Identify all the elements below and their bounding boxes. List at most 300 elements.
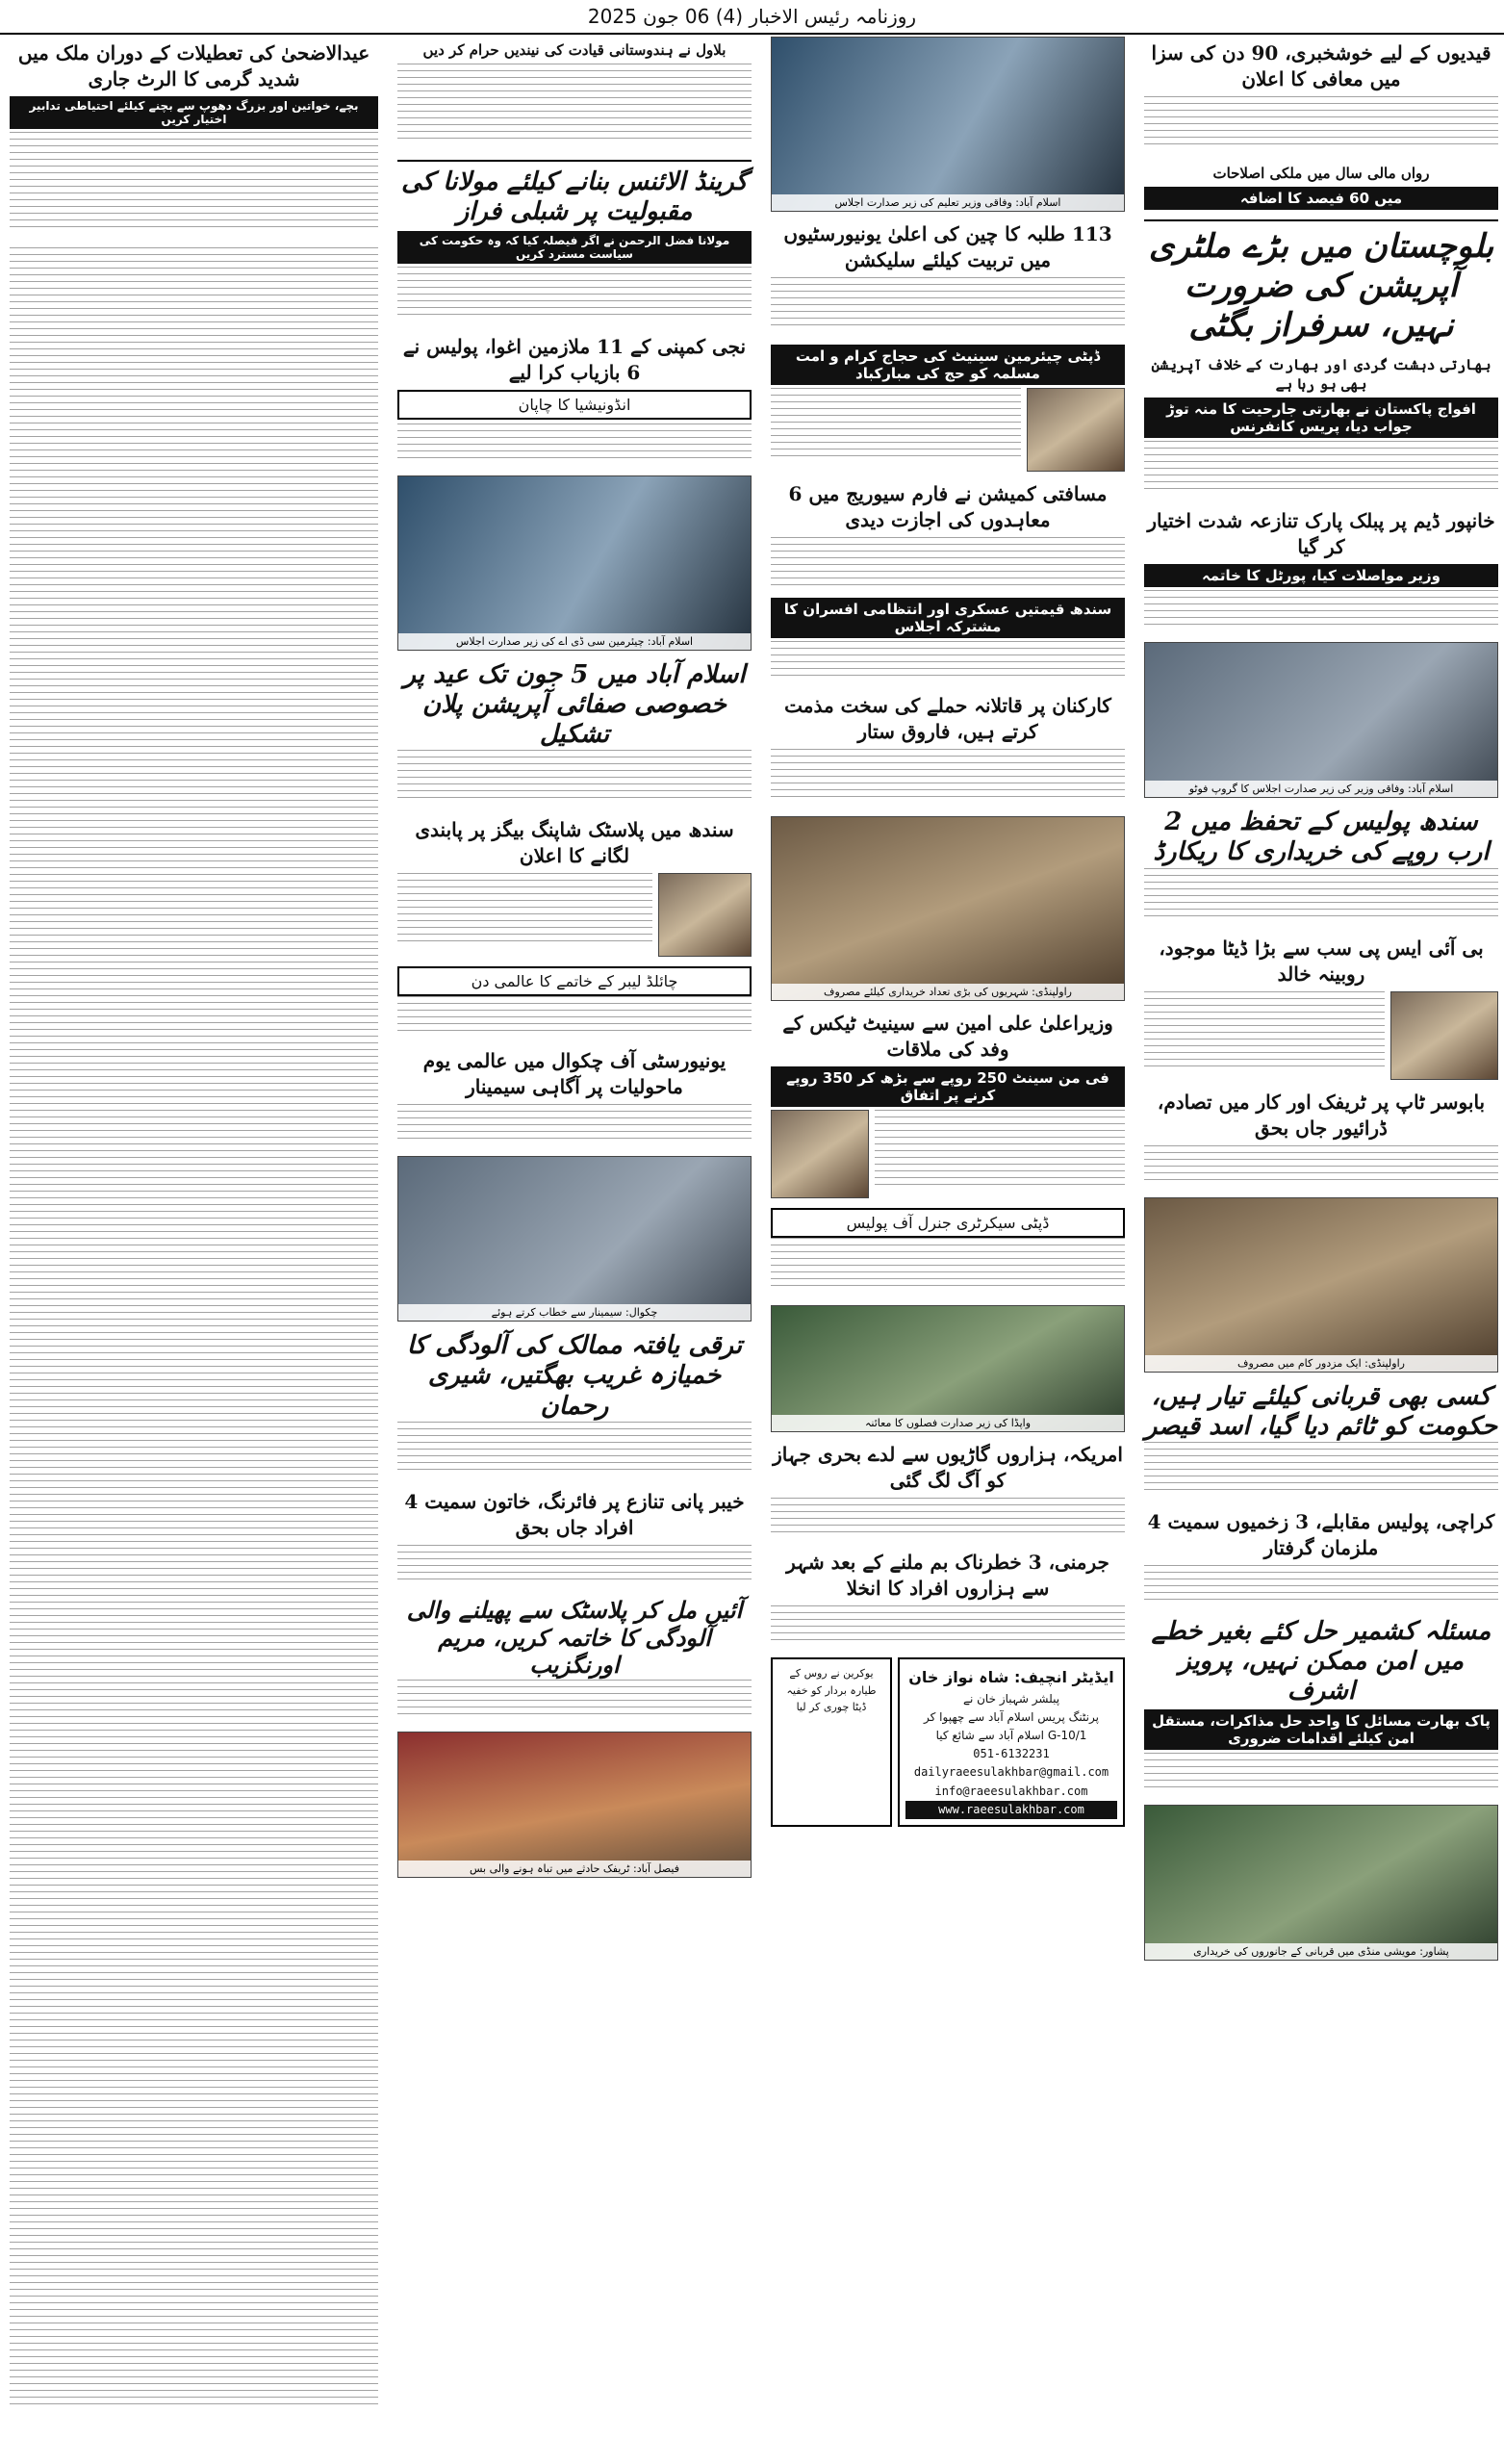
text-line: [10, 604, 378, 611]
story-ship-fire: [771, 1442, 1125, 1540]
story-body: [1144, 1565, 1498, 1607]
text-line: [10, 1076, 378, 1083]
text-line: [10, 1844, 378, 1851]
text-line: [10, 1123, 378, 1130]
text-line: [10, 1352, 378, 1359]
text-line: [10, 1703, 378, 1709]
photo-caption: چکوال: سیمینار سے خطاب کرتے ہوئے: [398, 1304, 751, 1321]
text-line: [10, 2336, 378, 2343]
text-line: [10, 1575, 378, 1581]
text-line: [10, 1682, 378, 1689]
text-line: [10, 517, 378, 524]
text-line: [10, 1736, 378, 1743]
headline: کارکنان پر قاتلانہ حملے کی سخت مذمت کرتے ہیں، فاروق ستار: [784, 694, 1111, 743]
text-line: [10, 524, 378, 530]
text-line: [10, 793, 378, 800]
text-line: [10, 1568, 378, 1575]
text-line: [10, 1581, 378, 1588]
text-line: [10, 995, 378, 1002]
text-line: [10, 1770, 378, 1777]
text-line: [10, 423, 378, 429]
text-line: [10, 1851, 378, 1858]
text-line: [10, 443, 378, 449]
text-line: [10, 2316, 378, 2323]
text-line: [10, 2033, 378, 2040]
text-line: [10, 679, 378, 685]
text-line: [10, 1325, 378, 1332]
text-line: [10, 551, 378, 557]
text-line: [10, 1669, 378, 1676]
text-line: [10, 1150, 378, 1157]
main-headline: ترقی یافتہ ممالک کی آلودگی کا خمیازہ غریب بھگتیں، شیری رحمان: [406, 1331, 743, 1421]
text-line: [10, 2383, 378, 2390]
story-heat-alert: [10, 40, 378, 238]
text-line: [10, 1932, 378, 1938]
text-line: [10, 1837, 378, 1844]
photo-caption: فیصل آباد: ٹریفک حادثے میں تباہ ہونے والی بس: [398, 1861, 751, 1877]
text-line: [10, 935, 378, 941]
text-line: [10, 968, 378, 975]
text-line: [10, 537, 378, 544]
text-line: [10, 1332, 378, 1339]
text-line: [10, 281, 378, 288]
cda-meeting-photo: [397, 475, 752, 651]
column-2: [765, 37, 1131, 2464]
text-line: [10, 1689, 378, 1696]
text-line: [10, 1379, 378, 1386]
text-line: [10, 2269, 378, 2275]
text-line: [10, 948, 378, 955]
subheadline: میں 60 فیصد کا اضافہ: [1144, 187, 1498, 210]
text-line: [10, 1197, 378, 1204]
text-line: [10, 645, 378, 652]
text-line: [10, 2208, 378, 2215]
text-line: [10, 908, 378, 914]
story-kidnap: [397, 334, 752, 466]
text-line: [10, 1716, 378, 1723]
headline: رواں مالی سال میں ملکی اصلاحات: [1212, 165, 1430, 182]
text-line: [10, 1137, 378, 1143]
subheadline: افواج پاکستان نے بھارتی جارحیت کا منہ توڑ جواب دیا، پریس کانفرنس: [1144, 398, 1498, 438]
text-line: [10, 308, 378, 315]
headline: بلاول نے ہندوستانی قیادت کی نیندیں حرام کر دیں: [422, 41, 727, 59]
text-line: [10, 2215, 378, 2221]
text-line: [10, 1790, 378, 1797]
text-line: [10, 1615, 378, 1622]
text-line: [10, 955, 378, 962]
text-line: [10, 1925, 378, 1932]
subheadline: ڈپٹی چیئرمین سینیٹ کی حجاج کرام و امت مسلمہ کو حج کی مبارکباد: [771, 345, 1125, 385]
text-line: [10, 1271, 378, 1278]
text-line: [10, 807, 378, 813]
story-senate-hajj: [771, 345, 1125, 472]
editor-name: ایڈیٹر انچیف: شاہ نواز خان: [908, 1668, 1114, 1686]
group-photo: [1144, 642, 1498, 798]
text-line: [10, 2114, 378, 2120]
text-line: [10, 1393, 378, 1399]
text-line: [10, 1440, 378, 1447]
story-body: [771, 277, 1125, 335]
photo-bus: [397, 1732, 752, 1878]
text-line: [10, 1676, 378, 1682]
story-cleanup: [397, 660, 752, 808]
story-body: [1144, 96, 1498, 154]
main-headline: گرینڈ الائنس بنانے کیلئے مولانا کی مقبولیت پر شبلی فراز: [401, 167, 748, 227]
text-line: [10, 1305, 378, 1312]
story-body: [397, 1545, 752, 1587]
text-line: [10, 1090, 378, 1096]
text-line: [10, 1063, 378, 1069]
text-line: [10, 1359, 378, 1366]
text-line: [10, 2080, 378, 2087]
text-line: [10, 2397, 378, 2403]
text-line: [10, 2060, 378, 2066]
main-headline: آئیں مل کر پلاسٹک سے پھیلنے والی آلودگی کا خاتمہ کریں، مریم اورنگزیب: [406, 1595, 743, 1680]
story-chakwal: [397, 1048, 752, 1146]
story-khyber: [397, 1489, 752, 1587]
text-line: [10, 2235, 378, 2242]
story-body: [771, 749, 1125, 807]
photo-seminar: [397, 1156, 752, 1322]
text-line: [10, 1858, 378, 1864]
text-line: [10, 1143, 378, 1150]
text-line: [10, 1420, 378, 1426]
text-line: [10, 375, 378, 382]
text-line: [10, 268, 378, 274]
story-marriyum: [397, 1597, 752, 1722]
story-body: [771, 1498, 1125, 1540]
text-line: [10, 1298, 378, 1305]
text-line: [10, 490, 378, 497]
text-line: [10, 2302, 378, 2309]
main-headline: کسی بھی قربانی کیلئے تیار ہیں، حکومت کو ٹائم دیا گیا، اسد قیصر: [1144, 1381, 1498, 1441]
text-line: [10, 1110, 378, 1116]
text-line: [10, 1541, 378, 1548]
text-line: [10, 2282, 378, 2289]
subheadline: فی من سینٹ 250 روپے سے بڑھ کر 350 روپے کرنے پر اتفاق: [771, 1066, 1125, 1107]
text-line: [10, 962, 378, 968]
text-line: [10, 2073, 378, 2080]
photo-caption: راولپنڈی: شہریوں کی بڑی تعداد خریداری کیلئے مصروف: [772, 984, 1124, 1000]
text-line: [10, 901, 378, 908]
website-link[interactable]: www.raeesulakhbar.com: [905, 1801, 1117, 1819]
text-line: [10, 2228, 378, 2235]
text-line: [10, 2100, 378, 2107]
text-line: [10, 1649, 378, 1656]
portrait-photo: [1390, 991, 1498, 1080]
text-line: [10, 928, 378, 935]
text-line: [10, 247, 378, 254]
text-line: [10, 1312, 378, 1319]
text-line: [10, 1285, 378, 1292]
text-line: [10, 2255, 378, 2262]
text-line: [10, 342, 378, 348]
text-line: [10, 1211, 378, 1218]
story-body: [771, 537, 1125, 595]
text-line: [10, 2046, 378, 2053]
text-line: [10, 409, 378, 416]
text-line: [10, 1642, 378, 1649]
text-line: [10, 712, 378, 719]
subheadline: پاک بھارت مسائل کا واحد حل مذاکرات، مستقل امن کیلئے اقدامات ضروری: [1144, 1709, 1498, 1750]
text-line: [10, 1433, 378, 1440]
text-line: [10, 1164, 378, 1170]
headline: خانپور ڈیم پر پبلک پارک تنازعہ شدت اختیار کر گیا: [1147, 509, 1495, 559]
text-line: [10, 1945, 378, 1952]
email-link[interactable]: dailyraeesulakhbar@gmail.com: [913, 1765, 1109, 1780]
text-line: [10, 1501, 378, 1507]
story-body: [397, 1104, 752, 1146]
story-karachi: [1144, 1509, 1498, 1607]
text-line: [10, 706, 378, 712]
text-line: [10, 1797, 378, 1804]
text-line: [10, 773, 378, 780]
photo-caption: اسلام آباد: چیئرمین سی ڈی اے کی زیر صدارت اجلاس: [398, 633, 751, 650]
headline: 113 طلبہ کا چین کی اعلیٰ یونیورسٹیوں میں تربیت کیلئے سلیکشن: [783, 222, 1112, 271]
text-line: [10, 780, 378, 786]
filler-columns: [10, 247, 378, 2413]
ukraine-box: یوکرین نے روس کے طیارہ بردار کو خفیہ ڈیٹا چوری کر لیا: [771, 1657, 892, 1827]
story-body: [397, 1422, 752, 1479]
main-headline: سندھ پولیس کے تحفظ میں 2 ارب روپے کی خریداری کا ریکارڈ: [1153, 808, 1490, 867]
text-line: [10, 1366, 378, 1373]
text-line: [10, 672, 378, 679]
text-line: [10, 988, 378, 995]
imprint-line: پرنٹنگ پریس اسلام آباد سے چھپوا کر: [924, 1709, 1099, 1724]
text-line: [10, 1103, 378, 1110]
photo-worker: [1144, 1197, 1498, 1373]
text-line: [10, 254, 378, 261]
text-line: [10, 274, 378, 281]
boxed-headline: چائلڈ لیبر کے خاتمے کا عالمی دن: [397, 966, 752, 996]
story-body: [397, 1680, 752, 1722]
story-bugti: [1144, 227, 1498, 345]
text-line: [10, 1891, 378, 1898]
text-line: [10, 1373, 378, 1379]
subheadline: مولانا فضل الرحمن نے اگر فیصلہ کیا کہ وہ حکومت کی سیاست مسترد کریں: [397, 231, 752, 264]
text-line: [10, 1743, 378, 1750]
text-line: [10, 396, 378, 402]
text-line: [10, 2309, 378, 2316]
imprint-row: [771, 1657, 1125, 1827]
headline: بی آئی ایس پی سب سے بڑا ڈیٹا موجود، روبینہ خالد: [1159, 936, 1484, 986]
text-line: [10, 389, 378, 396]
text-line: [10, 1258, 378, 1265]
text-line: [10, 1527, 378, 1534]
headline: بھارتی دہشت گردی اور بھارت کے خلاف آپریشن بھی ہو رہا ہے: [1151, 355, 1491, 393]
text-line: [10, 2194, 378, 2201]
cattle-market-photo: [1144, 1805, 1498, 1961]
text-line: [10, 2363, 378, 2370]
text-line: [10, 1602, 378, 1608]
text-line: [10, 1534, 378, 1541]
story-kashmir: [1144, 1617, 1498, 1796]
text-line: [10, 2181, 378, 2188]
text-line: [10, 894, 378, 901]
imprint-line: پبلشر شہباز خان نے: [962, 1691, 1060, 1706]
text-line: [10, 854, 378, 860]
portrait-photo: [1027, 388, 1125, 472]
text-line: [10, 719, 378, 726]
text-line: [10, 503, 378, 510]
story-khanpur: [1144, 508, 1498, 632]
text-line: [10, 685, 378, 692]
story-operation: [1144, 355, 1498, 500]
text-line: [10, 2376, 378, 2383]
text-line: [10, 1709, 378, 1716]
divider: [397, 160, 752, 162]
story-body: [1144, 590, 1498, 632]
story-germany: [771, 1550, 1125, 1648]
story-prisoners: [1144, 40, 1498, 154]
portrait-photo: [658, 873, 752, 957]
text-line: [10, 1959, 378, 1965]
text-line: [10, 2242, 378, 2248]
text-line: [10, 1730, 378, 1736]
photo-caption: اسلام آباد: وفاقی وزیر تعلیم کی زیر صدارت اجلاس: [772, 194, 1124, 211]
text-line: [10, 1817, 378, 1824]
text-line: [10, 2141, 378, 2147]
text-line: [10, 1905, 378, 1912]
text-line: [10, 2006, 378, 2013]
text-line: [10, 1965, 378, 1972]
boxed-headline: ڈپٹی سیکرٹری جنرل آف پولیس: [771, 1208, 1125, 1238]
text-line: [10, 261, 378, 268]
text-line: [10, 2087, 378, 2093]
text-line: [10, 483, 378, 490]
text-line: [10, 2107, 378, 2114]
text-line: [10, 2188, 378, 2194]
text-line: [10, 1696, 378, 1703]
text-line: [10, 1561, 378, 1568]
text-line: [10, 1548, 378, 1554]
text-line: [10, 557, 378, 564]
text-line: [10, 1656, 378, 1662]
text-line: [10, 766, 378, 773]
column-4: [4, 37, 384, 2464]
text-line: [10, 1972, 378, 1979]
story-body: [10, 132, 378, 238]
email-link[interactable]: info@raeesulakhbar.com: [934, 1784, 1088, 1798]
text-line: [10, 598, 378, 604]
story-body: [875, 1110, 1125, 1196]
story-students: [771, 221, 1125, 335]
text-line: [10, 1831, 378, 1837]
text-line: [10, 2168, 378, 2174]
text-line: [10, 820, 378, 827]
text-line: [10, 1662, 378, 1669]
text-line: [10, 584, 378, 591]
headline: نجی کمپنی کے 11 ملازمین اغوا، پولیس نے 6 بازیاب کرا لیے: [402, 334, 747, 384]
text-line: [10, 746, 378, 753]
main-headline: بلوچستان میں بڑے ملٹری آپریشن کی ضرورت نہیں، سرفراز بگٹی: [1148, 227, 1494, 345]
text-line: [10, 2066, 378, 2073]
text-line: [10, 2262, 378, 2269]
text-line: [10, 1757, 378, 1763]
portrait-photo: [771, 1110, 869, 1198]
text-line: [10, 1554, 378, 1561]
text-line: [10, 2329, 378, 2336]
photo-meeting: [771, 37, 1125, 212]
text-line: [10, 1514, 378, 1521]
text-line: [10, 914, 378, 921]
text-line: [10, 631, 378, 638]
text-line: [10, 1184, 378, 1191]
story-body: [771, 641, 1125, 683]
text-line: [10, 1083, 378, 1090]
text-line: [10, 2013, 378, 2019]
text-line: [10, 564, 378, 571]
story-asad-qaiser: [1144, 1382, 1498, 1500]
divider: [1144, 219, 1498, 221]
text-line: [10, 1595, 378, 1602]
subheadline: وزیر مواصلات کیا، پورٹل کا خاتمہ: [1144, 564, 1498, 587]
text-line: [10, 665, 378, 672]
text-line: [10, 1494, 378, 1501]
text-line: [10, 1723, 378, 1730]
bus-accident-photo: [397, 1732, 752, 1878]
text-line: [10, 2343, 378, 2349]
masthead-dateline: روزنامہ رئیس الاخبار (4) 06 جون 2025: [0, 0, 1504, 35]
text-line: [10, 658, 378, 665]
text-line: [10, 1784, 378, 1790]
text-line: [10, 692, 378, 699]
text-line: [10, 2127, 378, 2134]
text-line: [10, 301, 378, 308]
text-line: [10, 827, 378, 834]
text-line: [10, 1810, 378, 1817]
story-body: [1144, 441, 1498, 499]
text-line: [10, 1622, 378, 1629]
text-line: [10, 1426, 378, 1433]
text-line: [10, 1986, 378, 1992]
text-line: [10, 1521, 378, 1527]
text-line: [10, 1952, 378, 1959]
text-line: [10, 813, 378, 820]
text-line: [10, 1898, 378, 1905]
headline: وزیراعلیٰ علی امین سے سینیٹ ٹیکس کے وفد کی ملاقات: [782, 1012, 1113, 1061]
text-line: [10, 753, 378, 759]
text-line: [10, 2147, 378, 2154]
photo-cattle-market: [1144, 1805, 1498, 1961]
text-line: [10, 1885, 378, 1891]
story-body: [1144, 1442, 1498, 1500]
text-line: [10, 1824, 378, 1831]
text-line: [10, 1002, 378, 1009]
headline: امریکہ، ہزاروں گاڑیوں سے لدے بحری جہاز کو آگ لگ گئی: [773, 1443, 1123, 1492]
story-body: [1144, 1753, 1498, 1795]
text-line: [10, 1979, 378, 1986]
text-line: [10, 2026, 378, 2033]
text-line: [10, 2161, 378, 2168]
text-line: [10, 578, 378, 584]
text-line: [10, 625, 378, 631]
text-line: [10, 887, 378, 894]
headline: کراچی، پولیس مقابلے، 3 زخمیوں سمیت 4 ملزمان گرفتار: [1147, 1509, 1495, 1559]
text-line: [10, 1224, 378, 1231]
story-sherry-rehman: [397, 1331, 752, 1479]
text-line: [10, 355, 378, 362]
text-line: [10, 1177, 378, 1184]
text-line: [10, 295, 378, 301]
photo-crowd: [771, 816, 1125, 1001]
meeting-photo: [771, 37, 1125, 212]
farm-photo: [771, 1305, 1125, 1432]
text-line: [10, 510, 378, 517]
text-line: [10, 1918, 378, 1925]
headline: یونیورسٹی آف چکوال میں عالمی یوم ماحولیات پر آگاہی سیمینار: [422, 1049, 727, 1099]
text-line: [10, 847, 378, 854]
